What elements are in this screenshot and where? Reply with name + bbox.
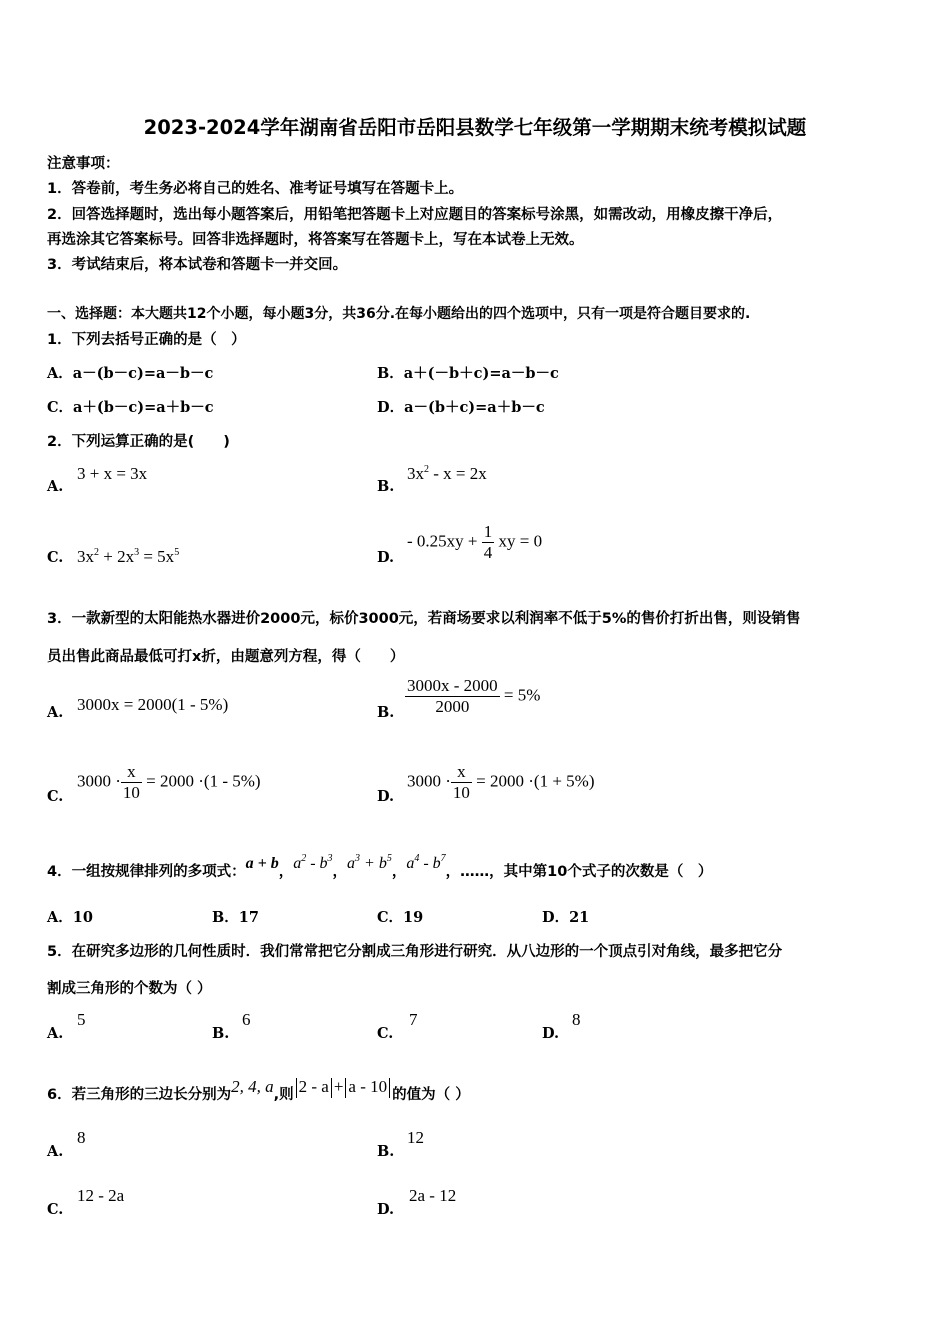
q5-label-b: B. <box>212 1025 230 1042</box>
q5-label-c: C. <box>377 1025 394 1042</box>
q5-option-b[interactable]: 6 <box>242 1010 251 1029</box>
q5-stem-cont: 割成三角形的个数为（ ） <box>47 981 212 997</box>
q6-label-c: C. <box>47 1201 64 1218</box>
q3-label-b: B. <box>377 704 395 721</box>
q3-label-d: D. <box>377 788 395 805</box>
notice-heading: 注意事项： <box>47 156 120 172</box>
notice-item: 1．答卷前，考生务必将自己的姓名、准考证号填写在答题卡上。 <box>47 181 464 197</box>
q5-option-c[interactable]: 7 <box>409 1010 418 1029</box>
q3-stem: 3．一款新型的太阳能热水器进价2000元，标价3000元，若商场要求以利润率不低于5%的售价打折出售，则设销售 <box>47 611 801 627</box>
q6-option-d[interactable]: 2a - 12 <box>409 1186 457 1205</box>
q2-label-c: C. <box>47 549 64 566</box>
q2-option-c[interactable]: $3x^2 + 2x^3 = 5x^5$ <box>77 547 180 566</box>
q4-option-b[interactable]: B．17 <box>212 909 259 926</box>
q5-label-a: A. <box>47 1025 64 1042</box>
q5-option-d[interactable]: 8 <box>572 1010 581 1029</box>
q6-option-c[interactable]: 12 - 2a <box>77 1186 125 1205</box>
q3-stem-cont: 员出售此商品最低可打x折，由题意列方程，得（ ） <box>47 649 405 665</box>
q1-stem: 1．下列去括号正确的是（ ） <box>47 332 246 348</box>
q6-stem: 6．若三角形的三边长分别为2, 4, a,则 2 - a + a - 10 的值为（ ） <box>47 1077 470 1103</box>
q4-poly-3: $a^3 + b^5$ <box>347 853 392 872</box>
q3-label-a: A. <box>47 704 64 721</box>
q3-label-c: C. <box>47 788 64 805</box>
q4-option-d[interactable]: D．21 <box>542 909 590 926</box>
q1-option-d[interactable]: D．a－(b＋c)=a＋b－c <box>377 399 545 416</box>
q4-poly-4: $a^4 - b^7$ <box>406 853 446 872</box>
q6-label-b: B. <box>377 1143 395 1160</box>
q4-poly-2: $a^2 - b^3$ <box>293 853 333 872</box>
q4-stem: 4．一组按规律排列的多项式：a + b，$a^2 - b^3$，$a^3 + b^5$，$a^4 - b^7$，……，其中第10个式子的次数是（ ） <box>47 853 713 880</box>
q2-stem: 2．下列运算正确的是( ) <box>47 434 230 450</box>
q2-option-d[interactable]: - 0.25xy + $\frac{1}{4}$ xy = 0 <box>407 522 543 562</box>
q5-option-a[interactable]: 5 <box>77 1010 86 1029</box>
q2-label-b: B. <box>377 478 395 495</box>
q2-label-d: D. <box>377 549 395 566</box>
q3-option-b[interactable]: $\frac{3000x - 2000}{2000}$ = 5% <box>407 676 541 716</box>
q6-label-d: D. <box>377 1201 395 1218</box>
q3-option-d[interactable]: 3000 · $\frac{x}{10}$ = 2000 ·(1 + 5%) <box>407 762 595 802</box>
q4-option-c[interactable]: C．19 <box>377 909 424 926</box>
q3-option-c[interactable]: 3000 · $\frac{x}{10}$ = 2000 ·(1 - 5%) <box>77 762 261 802</box>
q2-label-a: A. <box>47 478 64 495</box>
q3-option-a[interactable]: 3000x = 2000(1 - 5%) <box>77 695 229 714</box>
q6-label-a: A. <box>47 1143 64 1160</box>
q4-poly-1: a + b <box>245 855 279 872</box>
q4-option-a[interactable]: A．10 <box>47 909 93 926</box>
q1-option-a[interactable]: A．a－(b－c)=a－b－c <box>47 365 214 382</box>
q2-option-b[interactable]: $3x^2 - x = 2x$ <box>407 464 487 483</box>
q1-option-b[interactable]: B．a＋(－b＋c)=a－b－c <box>377 365 559 382</box>
q6-option-a[interactable]: 8 <box>77 1128 86 1147</box>
section-heading: 一、选择题：本大题共12个小题，每小题3分，共36分.在每小题给出的四个选项中，只有一项是符合题目要求的. <box>47 306 751 322</box>
page-title: 2023-2024学年湖南省岳阳市岳阳县数学七年级第一学期期末统考模拟试题 <box>143 116 807 139</box>
notice-item: 再选涂其它答案标号。回答非选择题时，将答案写在答题卡上，写在本试卷上无效。 <box>47 232 584 248</box>
q6-expression: 2 - a + a - 10 <box>294 1077 393 1096</box>
q2-option-a[interactable]: 3 + x = 3x <box>77 464 148 483</box>
q5-label-d: D. <box>542 1025 560 1042</box>
notice-item: 3．考试结束后，将本试卷和答题卡一并交回。 <box>47 257 348 273</box>
q5-stem: 5．在研究多边形的几何性质时．我们常常把它分割成三角形进行研究．从八边形的一个顶点引对角线，最多把它分 <box>47 944 783 960</box>
notice-item: 2．回答选择题时，选出每小题答案后，用铅笔把答题卡上对应题目的答案标号涂黑，如需改动，用橡皮擦干净后， <box>47 207 783 223</box>
q6-option-b[interactable]: 12 <box>407 1128 424 1147</box>
q1-option-c[interactable]: C．a＋(b－c)=a＋b－c <box>47 399 214 416</box>
